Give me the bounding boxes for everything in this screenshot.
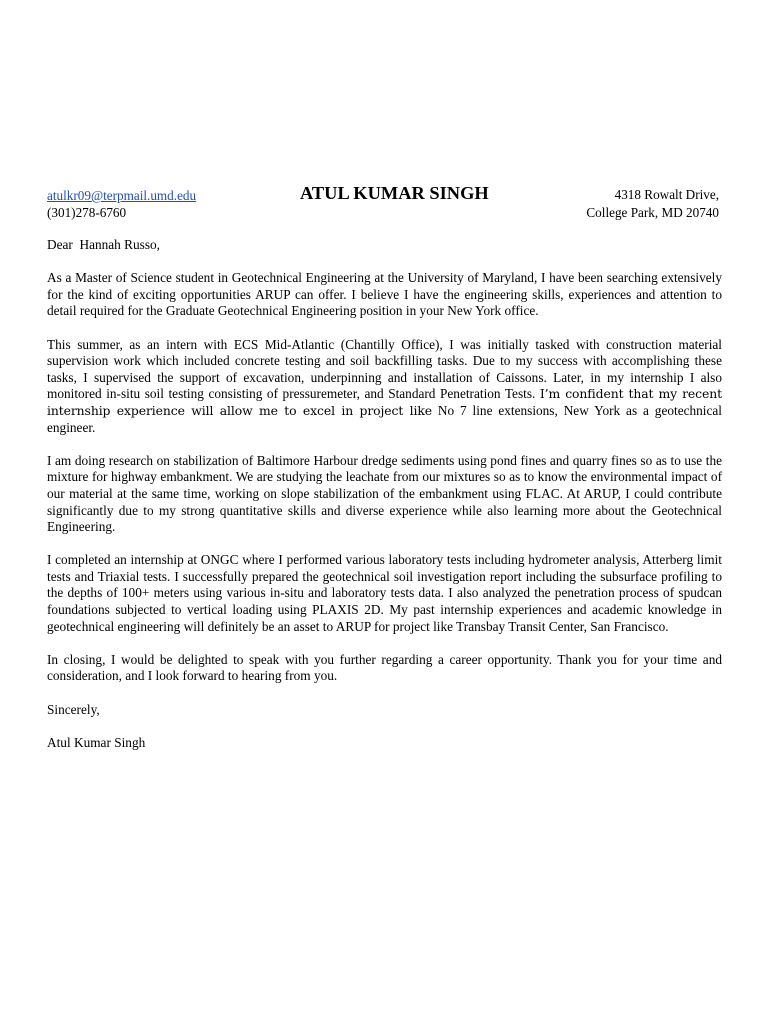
sender-name: ATUL KUMAR SINGH <box>300 183 489 203</box>
paragraph-1: As a Master of Science student in Geotechnical Engineering at the University of Maryland, I have been searching extensively for the kind of exciting opportunities ARUP can offer. I believe I have the engineering skills, experiences and attention to detail required for the Graduate Geotechnical Engineering position in your New York office. <box>47 270 722 319</box>
paragraph-2 <box>47 337 722 437</box>
paragraph-2-part-1: This summer, as an intern with ECS Mid-Atlantic (Chantilly Office), I was initially tasked with construction material supervision work which included concrete testing and soil backfilling tasks. Due to my success with accomplishing these tasks, I supervised the support of excavation, underpinning and installation of Caissons. Later, in my internship I also monitored in-situ soil testing consisting of pressuremeter, and Standard Penetration Tests. <box>47 336 722 402</box>
closing: Sincerely, <box>47 701 100 717</box>
paragraph-2-part-2: I’m confident that my recent internship experience will allow me to excel in project like <box>47 386 722 418</box>
letter-header <box>47 183 722 223</box>
phone-number: (301)278-6760 <box>47 205 127 220</box>
letter-body <box>47 237 722 768</box>
email-link[interactable]: atulkr09@terpmail.umd.edu <box>47 188 197 203</box>
paragraph-5: In closing, I would be delighted to speak with you further regarding a career opportunity. Thank you for your time and consideration, and I look forward to hearing from you. <box>47 651 722 684</box>
address-line-1: 4318 Rowalt Drive, <box>614 187 719 202</box>
paragraph-3: I am doing research on stabilization of Baltimore Harbour dredge sediments using pond fines and quarry fines so as to use the mixture for highway embankment. We are studying the leachate from our mixtures so as to know the environmental impact of our material at the same time, working on slope stabilization of the embankment using FLAC. At ARUP, I could contribute significantly due to my strong quantitative skills and diverse experience while also learning more about the Geotechnical Engineering. <box>47 452 722 535</box>
signature: Atul Kumar Singh <box>47 734 146 750</box>
address-line-2: College Park, MD 20740 <box>586 205 719 220</box>
paragraph-4: I completed an internship at ONGC where I performed various laboratory tests including hydrometer analysis, Atterberg limit tests and Triaxial tests. I successfully prepared the geotechnical soil investigation report including the subsurface profiling to the depths of 100+ meters using various in-situ and laboratory tests data. I also analyzed the penetration process of spudcan foundations subjected to vertical loading using PLAXIS 2D. My past internship experiences and academic knowledge in geotechnical engineering will definitely be an asset to ARUP for project like Transbay Transit Center, San Francisco. <box>47 552 722 634</box>
salutation: Dear Hannah Russo, <box>47 237 160 252</box>
paragraph-2-part-3: No 7 line extensions, New York as a geotechnical engineer. <box>47 402 722 435</box>
